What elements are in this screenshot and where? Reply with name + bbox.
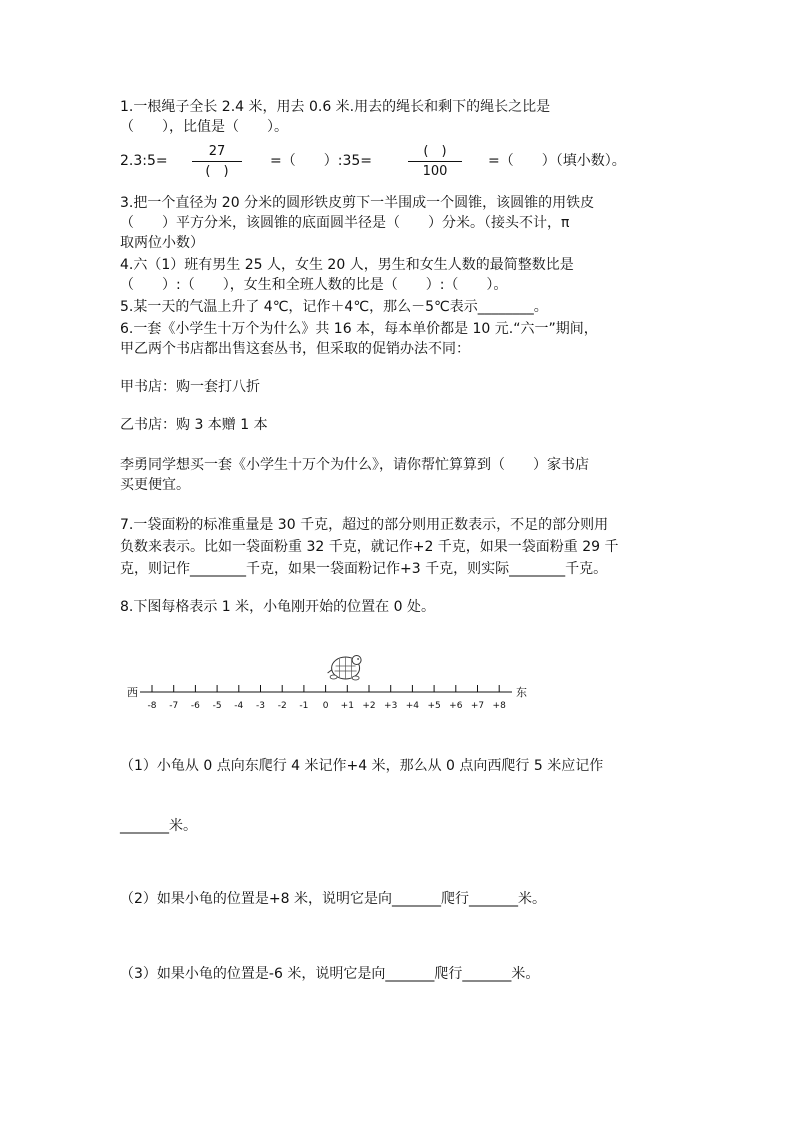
q6-line1: 6.一套《小学生十万个为什么》共 16 本，每本单价都是 10 元.“六一”期间， (120, 321, 598, 337)
tick-label: -2 (277, 701, 287, 711)
q7-line2: 负数来表示。比如一袋面粉重 32 千克，就记作+2 千克，如果一袋面粉重 29 千 (120, 539, 619, 555)
tick-label: +4 (405, 701, 420, 711)
q8-sub1-line1: （1）小龟从 0 点向东爬行 4 米记作+4 米，那么从 0 点向西爬行 5 米应记作 (120, 758, 604, 774)
tick-label: -4 (234, 701, 244, 711)
q8-sub1-line2: _______米。 (120, 818, 197, 834)
q2-frac1-numerator: 27 (208, 144, 226, 159)
fraction-bar (192, 161, 242, 162)
tick-label: -6 (190, 701, 200, 711)
q1-line2: （ ），比值是（ ）。 (120, 119, 288, 135)
tick-label: -3 (256, 701, 265, 711)
q1-line1: 1.一根绳子全长 2.4 米，用去 0.6 米.用去的绳长和剩下的绳长之比是 (120, 99, 551, 115)
q8-intro: 8.下图每格表示 1 米，小龟刚开始的位置在 0 处。 (120, 599, 435, 615)
tick-label: +1 (340, 701, 354, 711)
q2-fraction-1 (192, 144, 242, 179)
q3-line2: （ ）平方分米，该圆锥的底面圆半径是（ ）分米。（接头不计，π (120, 215, 570, 231)
q7-line3: 克，则记作________千克，如果一袋面粉记作+3 千克，则实际________千克。 (120, 561, 608, 577)
tick-label: +2 (362, 701, 376, 711)
q8-sub2: （2）如果小龟的位置是+8 米，说明它是向_______爬行_______米。 (120, 891, 546, 907)
q8-sub3: （3）如果小龟的位置是-6 米，说明它是向_______爬行_______米。 (120, 966, 540, 982)
tick-label: -7 (169, 701, 179, 711)
tick-label: -1 (299, 701, 309, 711)
q2-frac2-denominator: 100 (422, 164, 448, 179)
tick-label: +5 (427, 701, 441, 711)
q6-ask-line1: 李勇同学想买一套《小学生十万个为什么》，请你帮忙算算到（ ）家书店 (120, 457, 589, 473)
q6-line2: 甲乙两个书店都出售这套丛书，但采取的促销办法不同： (120, 341, 470, 357)
q4-line1: 4.六（1）班有男生 25 人，女生 20 人，男生和女生人数的最简整数比是 (120, 257, 574, 273)
tick-label: 0 (322, 701, 329, 711)
q6-option-b: 乙书店：购 3 本赠 1 本 (120, 417, 268, 433)
q6-option-a: 甲书店：购一套打八折 (120, 379, 260, 395)
q3-line3: 取两位小数） (120, 235, 204, 251)
fraction-bar (408, 161, 462, 162)
east-label: 东 (516, 686, 527, 699)
q5: 5.某一天的气温上升了 4℃，记作＋4℃，那么－5℃表示________。 (120, 299, 548, 315)
tick-label: -8 (147, 701, 157, 711)
tick-label: +7 (470, 701, 485, 711)
q2-tail: =（ ）（填小数）。 (488, 153, 626, 169)
turtle-icon (328, 656, 362, 681)
q2-frac2-numerator: ( ) (423, 144, 447, 159)
q7-line1: 7.一袋面粉的标准重量是 30 千克，超过的部分则用正数表示，不足的部分则用 (120, 517, 609, 533)
q6-ask-line2: 买更便宜。 (120, 477, 190, 493)
tick-label: +3 (384, 701, 398, 711)
q4-line2: （ ）:（ ），女生和全班人数的比是（ ）:（ ）。 (120, 277, 508, 293)
q2-fraction-2 (408, 144, 462, 179)
tick-label: +8 (492, 701, 506, 711)
tick-label: -5 (212, 701, 222, 711)
q3-line1: 3.把一个直径为 20 分米的圆形铁皮剪下一半围成一个圆锥，该圆锥的用铁皮 (120, 195, 595, 211)
q2-frac1-denominator: ( ) (205, 164, 229, 179)
tick-label: +6 (449, 701, 463, 711)
q2-lead: 2.3:5= (120, 153, 168, 169)
q2-mid: =（ ）:35= (270, 153, 372, 169)
west-label: 西 (127, 686, 138, 699)
